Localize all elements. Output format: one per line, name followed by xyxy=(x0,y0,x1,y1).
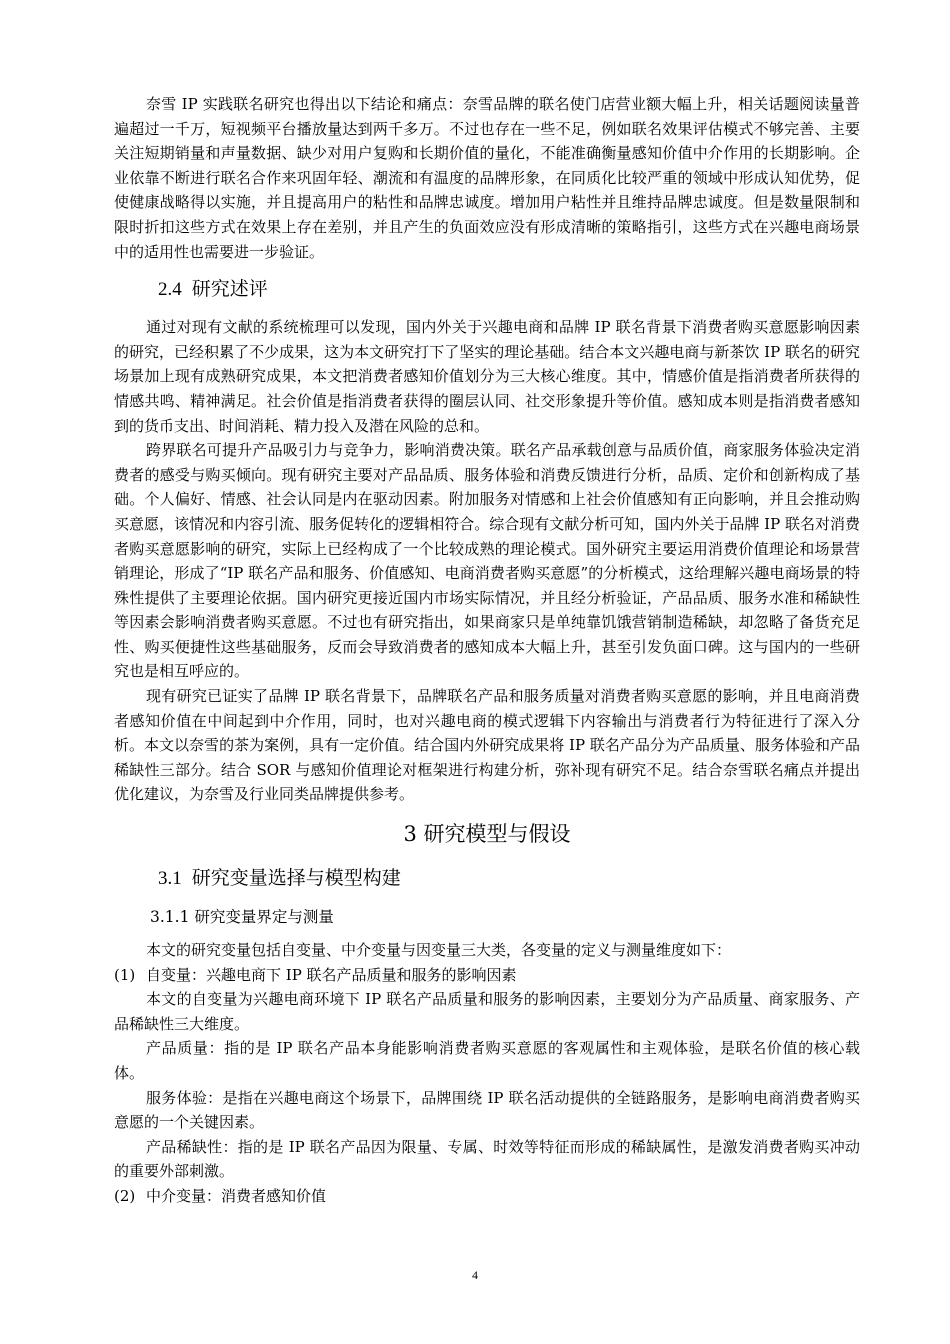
page-number: 4 xyxy=(472,1268,478,1282)
section-title: 研究变量选择与模型构建 xyxy=(191,867,401,890)
list-marker: (1) xyxy=(114,965,136,984)
section-number: 3.1 xyxy=(158,868,182,890)
list-marker: (2) xyxy=(114,1186,136,1205)
paragraph-review-2: 跨界联名可提升产品吸引力与竞争力，影响消费决策。联名产品承载创意与品质价值，商家服务体验决定消费者的感受与购买倾向。现有研究主要对产品品质、服务体验和消费反馈进行分析，品质、定价和创新构成了基础。个人偏好、情感、社会认同是内在驱动因素。附加服务对情感和上社会价值感知有正向影响，并且会推动购买意愿，该情况和内容引流、服务促转化的逻辑相符合。综合现有文献分析可知，国内外关于品牌 IP 联名对消费者购买意愿影响的研究，实际上已经构成了一个比较成熟的理论模式。国外研究主要运用消费价值理论和场景营销理论，形成了“IP 联名产品和服务、价值感知、电商消费者购买意愿”的分析模式，这给理解兴趣电商场景的特殊性提供了主要理论依据。国内研究更接近国内市场实际情况，并且经分析验证，产品品质、服务水准和稀缺性等因素会影响消费者购买意愿。不过也有研究指出，如果商家只是单纯靠饥饿营销制造稀缺，却忽略了备货充足性、购买便捷性这些基础服务，反而会导致消费者的感知成本大幅上升，甚至引发负面口碑。这与国内的一些研究也是相互呼应的。 xyxy=(114,441,860,681)
document-page xyxy=(114,92,860,1209)
paragraph-independent-desc: 本文的自变量为兴趣电商环境下 IP 联名产品质量和服务的影响因素，主要划分为产品质量、商家服务、产品稀缺性三大维度。 xyxy=(114,990,860,1033)
list-item-independent-variable xyxy=(114,963,860,988)
paragraph-variables-intro: 本文的研究变量包括自变量、中介变量与因变量三大类，各变量的定义与测量维度如下： xyxy=(146,941,732,960)
chapter-heading-3: 3 研究模型与假设 xyxy=(403,822,571,847)
paragraph-service-experience: 服务体验：是指在兴趣电商这个场景下，品牌围绕 IP 联名活动提供的全链路服务，是影响电商消费者购买意愿的一个关键因素。 xyxy=(114,1088,860,1132)
paragraph-product-scarcity: 产品稀缺性：指的是 IP 联名产品因为限量、专属、时效等特征而形成的稀缺属性，是激发消费者购买冲动的重要外部刺激。 xyxy=(114,1137,860,1181)
section-title: 研究述评 xyxy=(191,278,268,301)
paragraph-review-1: 通过对现有文献的系统梳理可以发现，国内外关于兴趣电商和品牌 IP 联名背景下消费者购买意愿影响因素的研究，已经积累了不少成果，这为本文研究打下了坚实的理论基础。结合本文兴趣电商与新茶饮 IP 联名的研究场景加上现有成熟研究成果，本文把消费者感知价值划分为三大核心维度。其中，情感价值是指消费者所获得的情感共鸣、精神满足。社会价值是指消费者获得的圈层认同、社交形象提升等价值。感知成本则是指消费者感知到的货币支出、时间消耗、精力投入及潜在风险的总和。 xyxy=(114,318,860,435)
subsection-heading-3-1-1: 3.1.1 研究变量界定与测量 xyxy=(150,908,334,927)
list-text: 自变量：兴趣电商下 IP 联名产品质量和服务的影响因素 xyxy=(146,965,517,984)
section-heading-3-1 xyxy=(158,863,860,894)
list-item-mediator-variable xyxy=(114,1184,860,1209)
list-text: 中介变量：消费者感知价值 xyxy=(146,1186,327,1205)
paragraph-review-3: 现有研究已证实了品牌 IP 联名背景下，品牌联名产品和服务质量对消费者购买意愿的影响，并且电商消费者感知价值在中间起到中介作用，同时，也对兴趣电商的模式逻辑下内容输出与消费者行为特征进行了深入分析。本文以奈雪的茶为案例，具有一定价值。结合国内外研究成果将 IP 联名产品分为产品质量、服务体验和产品稀缺性三部分。结合 SOR 与感知价值理论对框架进行构建分析，弥补现有研究不足。结合奈雪联名痛点并提出优化建议，为奈雪及行业同类品牌提供参考。 xyxy=(114,687,860,804)
paragraph-product-quality: 产品质量：指的是 IP 联名产品本身能影响消费者购买意愿的客观属性和主观体验，是联名价值的核心载体。 xyxy=(114,1039,860,1082)
section-heading-2-4 xyxy=(158,274,860,305)
section-number: 2.4 xyxy=(158,279,182,301)
paragraph-nayuki-conclusions: 奈雪 IP 实践联名研究也得出以下结论和痛点：奈雪品牌的联名使门店营业额大幅上升，相关话题阅读量普遍超过一千万，短视频平台播放量达到两千多万。不过也存在一些不足，例如联名效果评估模式不够完善、主要关注短期销量和声量数据、缺少对用户复购和长期价值的量化，不能准确衡量感知价值中介作用的长期影响。企业依靠不断进行联名合作来巩固年轻、潮流和有温度的品牌形象，在同质化比较严重的领域中形成认知优势，促使健康战略得以实施，并且提高用户的粘性和品牌忠诚度。增加用户粘性并且维持品牌忠诚度。但是数量限制和限时折扣这些方式在效果上存在差别，并且产生的负面效应没有形成清晰的策略指引，这些方式在兴趣电商场景中的适用性也需要进一步验证。 xyxy=(114,95,860,261)
